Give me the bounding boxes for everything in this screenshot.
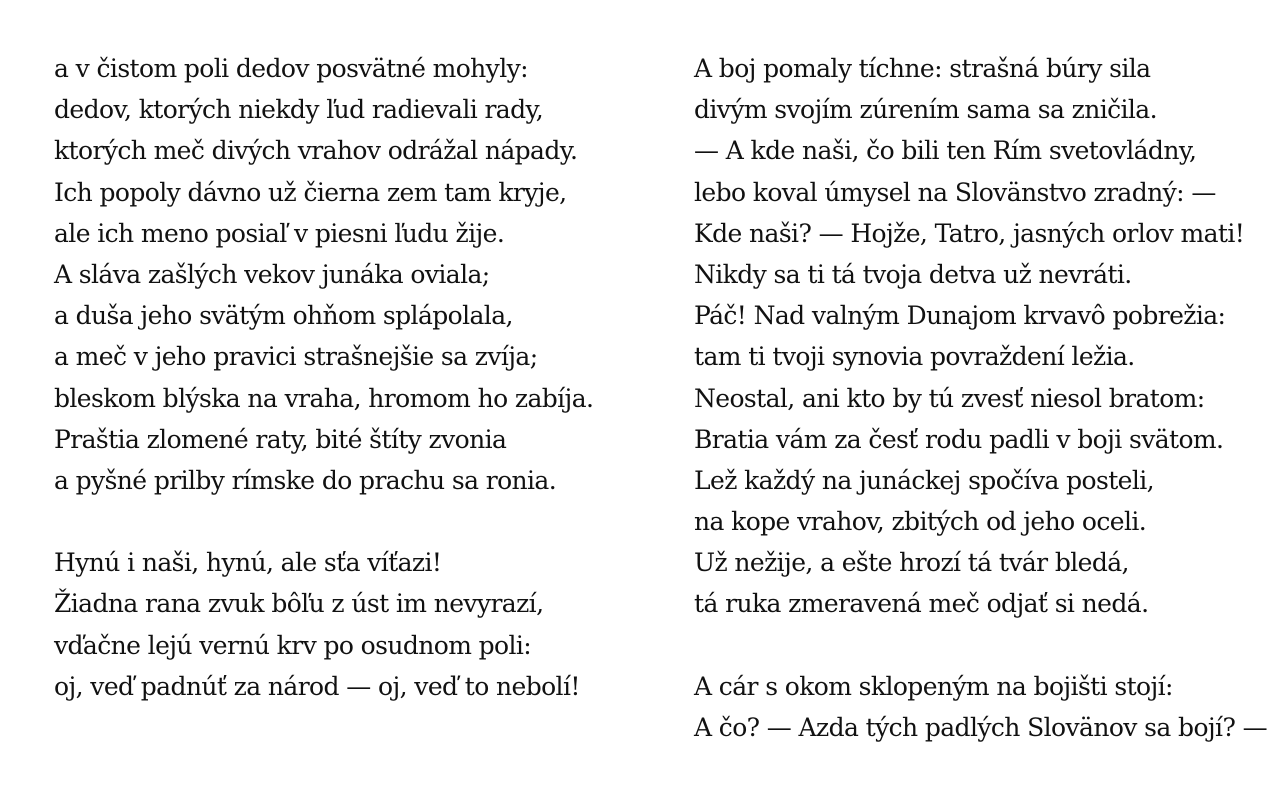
verse-line: bleskom blýska na vraha, hromom ho zabíja. — [54, 383, 594, 413]
verse-line: ktorých meč divých vrahov odrážal nápady. — [54, 136, 578, 166]
verse-line: Praštia zlomené raty, bité štíty zvonia — [54, 424, 507, 454]
verse-line: A sláva zašlých vekov junáka oviala; — [54, 259, 490, 289]
verse-line: tam ti tvoji synovia povraždení ležia. — [694, 342, 1135, 372]
verse-line: A boj pomaly tíchne: strašná búry sila — [694, 54, 1151, 83]
verse-line: vďačne lejú vernú krv po osudnom poli: — [54, 630, 532, 660]
stanza — [54, 48, 593, 501]
verse-line: Žiadna rana zvuk bôľu z úst im nevyrazí, — [54, 589, 544, 619]
verse-line: Hynú i naši, hynú, ale sťa víťazi! — [54, 548, 442, 578]
stanza — [694, 48, 1267, 625]
verse-line: Nikdy sa ti tá tvoja detva už nevráti. — [694, 259, 1132, 289]
verse-line: dedov, ktorých niekdy ľud radievali rady, — [54, 95, 544, 125]
verse-line: a pyšné prilby rímske do prachu sa ronia. — [54, 465, 557, 495]
verse-line: Neostal, ani kto by tú zvesť niesol bratom: — [694, 383, 1205, 413]
verse-line: a meč v jeho pravici strašnejšie sa zvíja; — [54, 342, 538, 372]
verse-line: tá ruka zmeravená meč odjať si nedá. — [694, 589, 1149, 619]
verse-line: A čo? — Azda tých padlých Slovänov sa bojí? — — [694, 713, 1267, 742]
stanza — [54, 542, 593, 707]
verse-line: Kde naši? — Hojže, Tatro, jasných orlov mati! — [694, 218, 1245, 248]
verse-line: na kope vrahov, zbitých od jeho oceli. — [694, 507, 1147, 537]
verse-line: Páč! Nad valným Dunajom krvavô pobrežia: — [694, 301, 1226, 331]
verse-line: Lež každý na junáckej spočíva posteli, — [694, 465, 1154, 495]
stanza — [694, 666, 1267, 748]
verse-line: ale ich meno posiaľ v piesni ľudu žije. — [54, 218, 505, 248]
left-column — [54, 48, 593, 707]
verse-line: — A kde naši, čo bili ten Rím svetovládny, — [694, 136, 1197, 166]
verse-line: Ich popoly dávno už čierna zem tam kryje, — [54, 177, 567, 207]
verse-line: oj, veď padnúť za národ — oj, veď to nebolí! — [54, 671, 580, 701]
verse-line: Už nežije, a ešte hrozí tá tvár bledá, — [694, 548, 1129, 578]
right-column — [694, 48, 1267, 748]
verse-line: Bratia vám za česť rodu padli v boji svätom. — [694, 424, 1224, 454]
verse-line: lebo koval úmysel na Slovänstvo zradný: — — [694, 177, 1216, 207]
verse-line: A cár s okom sklopeným na bojišti stojí: — [694, 671, 1173, 701]
verse-line: a duša jeho svätým ohňom splápolala, — [54, 301, 513, 331]
verse-line: divým svojím zúrením sama sa zničila. — [694, 95, 1157, 125]
verse-line: a v čistom poli dedov posvätné mohyly: — [54, 54, 528, 83]
